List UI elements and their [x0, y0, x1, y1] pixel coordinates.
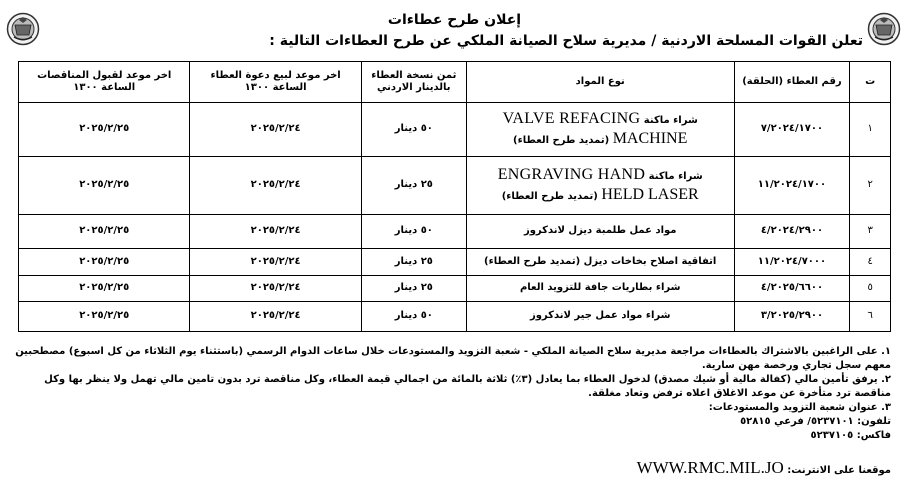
table-header-row — [19, 62, 891, 103]
sale-deadline: ٢٠٢٥/٢/٢٤ — [190, 249, 361, 276]
note-1: ١. على الراغبين بالاشتراك بالعطاءات مراجعة مديرية سلاح الصيانة الملكي - شعبة التزويد والمستودعات خلال ساعات الدوام الرسمي (باستثناء يوم الثلاثاء من كل اسبوع) مصطحبين معهم سجل تجاري ورخصة مهن سارية. — [15, 346, 891, 371]
accept-deadline: ٢٠٢٥/٢/٢٥ — [19, 301, 190, 331]
price-cell: ٢٥ دينار — [361, 276, 466, 302]
price-cell: ٥٠ دينار — [361, 214, 466, 248]
table-row — [19, 103, 891, 157]
tender-number: ٤/٢٠٢٥/٦٦٠٠ — [734, 276, 850, 302]
price-cell: ٢٥ دينار — [361, 156, 466, 214]
contact-fax: فاكس: ٥٢٣٧١٠٥ — [810, 430, 891, 441]
row-no: ٤ — [850, 249, 891, 276]
sale-deadline: ٢٠٢٥/٢/٢٤ — [190, 214, 361, 248]
col-header-material: نوع المواد — [466, 62, 734, 103]
accept-deadline: ٢٠٢٥/٢/٢٥ — [19, 214, 190, 248]
sale-deadline: ٢٠٢٥/٢/٢٤ — [190, 156, 361, 214]
table-row — [19, 214, 891, 248]
tender-number: ٧/٢٠٢٤/١٧٠٠ — [734, 103, 850, 157]
col-header-sale-line1: اخر موعد لبيع دعوة العطاء — [210, 69, 341, 81]
accept-deadline: ٢٠٢٥/٢/٢٥ — [19, 276, 190, 302]
col-header-sale-line2: الساعة ١٣٠٠ — [244, 82, 307, 93]
col-header-accept-line2: الساعة ١٣٠٠ — [73, 82, 136, 93]
price-cell: ٥٠ دينار — [361, 103, 466, 157]
material-en-line2: HELD LASER — [601, 186, 699, 204]
row-no: ٦ — [850, 301, 891, 331]
tenders-table — [18, 61, 891, 332]
material-note: (تمديد طرح العطاء) — [513, 135, 610, 147]
note-2: ٢. يرفق تأمين مالي (كفالة مالية أو شيك مصدق) لدخول العطاء بما يعادل (٣٪) ثلاثة بالمائة من اجمالي قيمة العطاء، وكل مناقصة ترد بدون تامين مالي تهمل ولا ينظر بها وكل مناقصة ترد متأخرة عن موعد الاغلاق اعلاه ترفض وتعاد مغلقة. — [44, 374, 891, 399]
tender-number: ١١/٢٠٢٤/١٧٠٠ — [734, 156, 850, 214]
material-prefix: شراء ماكنة — [640, 115, 698, 127]
material-cell: مواد عمل طلمبة ديزل لاندكروز — [466, 214, 734, 248]
table-row — [19, 156, 891, 214]
accept-deadline: ٢٠٢٥/٢/٢٥ — [19, 249, 190, 276]
row-no: ٢ — [850, 156, 891, 214]
website-label: موقعنا على الانترنت: — [787, 465, 891, 476]
sale-deadline: ٢٠٢٥/٢/٢٤ — [190, 103, 361, 157]
col-header-sale — [190, 62, 361, 103]
tender-number: ٣/٢٠٢٥/٢٩٠٠ — [734, 301, 850, 331]
col-header-price-line1: ثمن نسخة العطاء — [371, 69, 457, 81]
col-header-number: رقم العطاء (الحلقة) — [734, 62, 850, 103]
row-no: ٥ — [850, 276, 891, 302]
price-cell: ٥٠ دينار — [361, 301, 466, 331]
col-header-no: ت — [850, 62, 891, 103]
announcement-subtitle: تعلن القوات المسلحة الاردنية / مديرية سلاح الصيانة الملكي عن طرح العطاءات التالية : — [269, 33, 863, 49]
material-cell: شراء بطاريات جافة للتزويد العام — [466, 276, 734, 302]
material-cell — [466, 103, 734, 157]
material-note: (تمديد طرح العطاء) — [501, 191, 598, 203]
material-prefix: شراء ماكنة — [645, 171, 703, 183]
tender-number: ١١/٢٠٢٤/٧٠٠٠ — [734, 249, 850, 276]
col-header-price — [361, 62, 466, 103]
notes-section — [6, 345, 891, 443]
col-header-accept-line1: اخر موعد لقبول المناقصات — [37, 69, 172, 81]
sale-deadline: ٢٠٢٥/٢/٢٤ — [190, 301, 361, 331]
material-en-line1: VALVE REFACING — [502, 110, 641, 128]
row-no: ٣ — [850, 214, 891, 248]
tender-number: ٤/٢٠٢٤/٢٩٠٠ — [734, 214, 850, 248]
contact-phone: تلفون: ٥٢٣٧١٠١/ فرعي ٥٢٨١٥ — [740, 416, 891, 427]
col-header-price-line2: بالدينار الاردني — [377, 82, 451, 93]
accept-deadline: ٢٠٢٥/٢/٢٥ — [19, 156, 190, 214]
price-cell: ٢٥ دينار — [361, 249, 466, 276]
material-cell — [466, 156, 734, 214]
col-header-accept — [19, 62, 190, 103]
row-no: ١ — [850, 103, 891, 157]
accept-deadline: ٢٠٢٥/٢/٢٥ — [19, 103, 190, 157]
page-title: إعلان طرح عطاءات — [387, 12, 522, 28]
table-row — [19, 249, 891, 276]
note-3: ٣. عنوان شعبة التزويد والمستودعات: — [708, 402, 891, 413]
material-en-line2: MACHINE — [612, 130, 688, 148]
table-row — [19, 276, 891, 302]
material-en-line1: ENGRAVING HAND — [497, 166, 646, 184]
website-line — [637, 458, 891, 478]
material-cell: اتفاقية اصلاح بخاخات ديزل (تمديد طرح العطاء) — [466, 249, 734, 276]
website-link[interactable]: WWW.RMC.MIL.JO — [636, 458, 784, 477]
sale-deadline: ٢٠٢٥/٢/٢٤ — [190, 276, 361, 302]
table-row — [19, 301, 891, 331]
material-cell: شراء مواد عمل جير لاندكروز — [466, 301, 734, 331]
